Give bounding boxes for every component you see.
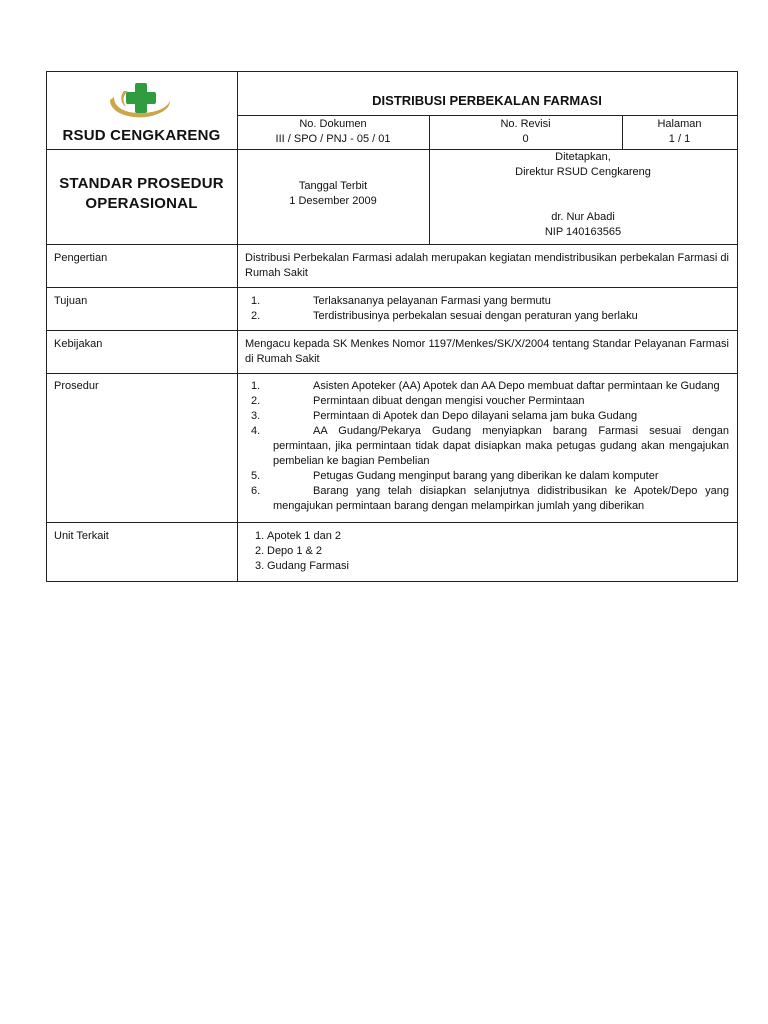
list-item-number: 1. — [251, 380, 261, 392]
hospital-logo — [104, 79, 174, 123]
list-item-number: 5. — [251, 470, 261, 482]
list-item-number: 1. — [251, 295, 261, 307]
issue-date-label: Tanggal Terbit — [298, 180, 368, 192]
section-text-pengertian: Distribusi Perbekalan Farmasi adalah merupakan kegiatan mendistribusikan perbekalan Farmasi di Rumah Sakit — [245, 252, 729, 279]
approval-line2: Direktur RSUD Cengkareng — [515, 166, 651, 178]
section-list-tujuan — [245, 294, 729, 324]
hospital-name: RSUD CENGKARENG — [62, 127, 221, 144]
page-value: 1 / 1 — [668, 133, 691, 145]
list-item-number: 2. — [251, 395, 261, 407]
page-label: Halaman — [657, 118, 702, 130]
list-item-text: Asisten Apoteker (AA) Apotek dan AA Depo membuat daftar permintaan ke Gudang — [313, 380, 720, 392]
list-item — [245, 294, 729, 309]
list-item — [245, 424, 729, 469]
list-item — [245, 379, 729, 394]
list-item — [245, 529, 729, 544]
list-item-number: 1. — [255, 530, 265, 542]
list-item-number: 3. — [251, 410, 261, 422]
signer-name: dr. Nur Abadi — [551, 211, 615, 223]
list-item — [245, 409, 729, 424]
list-item — [245, 469, 729, 484]
list-item-text: Barang yang telah disiapkan selanjutnya didistribusikan ke Apotek/Depo yang mengajukan permintaan barang dengan melampirkan jumlah yang diberikan — [273, 485, 729, 512]
section-label-prosedur: Prosedur — [54, 380, 99, 392]
issue-date-value: 1 Desember 2009 — [289, 195, 377, 207]
signer-nip: NIP 140163565 — [544, 226, 622, 238]
section-list-unit-terkait — [245, 529, 729, 574]
plus-cross-logo-icon — [104, 79, 174, 123]
section-label-pengertian: Pengertian — [54, 252, 108, 264]
list-item — [245, 544, 729, 559]
list-item-number: 2. — [255, 545, 265, 557]
sop-document — [46, 71, 738, 582]
list-item-text: Gudang Farmasi — [267, 560, 349, 572]
list-item-text: Depo 1 & 2 — [267, 545, 323, 557]
list-item — [245, 484, 729, 514]
list-item-text: Permintaan di Apotek dan Depo dilayani selama jam buka Gudang — [313, 410, 638, 422]
list-item-number: 2. — [251, 310, 261, 322]
list-item-text: Permintaan dibuat dengan mengisi voucher Permintaan — [313, 395, 585, 407]
revision-label: No. Revisi — [500, 118, 551, 130]
list-item-text: AA Gudang/Pekarya Gudang menyiapkan barang Farmasi sesuai dengan permintaan, jika permintaan tidak dapat disiapkan maka petugas gudang akan mengajukan pembelian ke bagian Pembelian — [273, 425, 729, 467]
list-item — [245, 394, 729, 409]
section-text-kebijakan: Mengacu kepada SK Menkes Nomor 1197/Menkes/SK/X/2004 tentang Standar Pelayanan Farmasi di Rumah Sakit — [245, 338, 729, 365]
section-label-unit-terkait: Unit Terkait — [54, 530, 109, 542]
list-item-text: Terdistribusinya perbekalan sesuai dengan peraturan yang berlaku — [313, 310, 638, 322]
sop-title-line2: OPERASIONAL — [85, 195, 198, 212]
list-item-text: Terlaksananya pelayanan Farmasi yang bermutu — [313, 295, 551, 307]
doc-number-label: No. Dokumen — [299, 118, 367, 130]
list-item-text: Petugas Gudang menginput barang yang diberikan ke dalam komputer — [313, 470, 659, 482]
list-item-number: 4. — [251, 425, 261, 437]
revision-value: 0 — [522, 133, 529, 145]
list-item-number: 3. — [255, 560, 265, 572]
sop-title-line1: STANDAR PROSEDUR — [59, 175, 224, 192]
section-list-prosedur — [245, 379, 729, 514]
section-label-tujuan: Tujuan — [54, 295, 88, 307]
list-item — [245, 309, 729, 324]
list-item-text: Apotek 1 dan 2 — [267, 530, 342, 542]
doc-number-value: III / SPO / PNJ - 05 / 01 — [275, 133, 391, 145]
document-title: DISTRIBUSI PERBEKALAN FARMASI — [372, 93, 602, 108]
list-item — [245, 559, 729, 574]
sop-title — [46, 174, 237, 214]
approval-line1: Ditetapkan, — [555, 151, 611, 163]
list-item-number: 6. — [251, 485, 261, 497]
section-label-kebijakan: Kebijakan — [54, 338, 103, 350]
